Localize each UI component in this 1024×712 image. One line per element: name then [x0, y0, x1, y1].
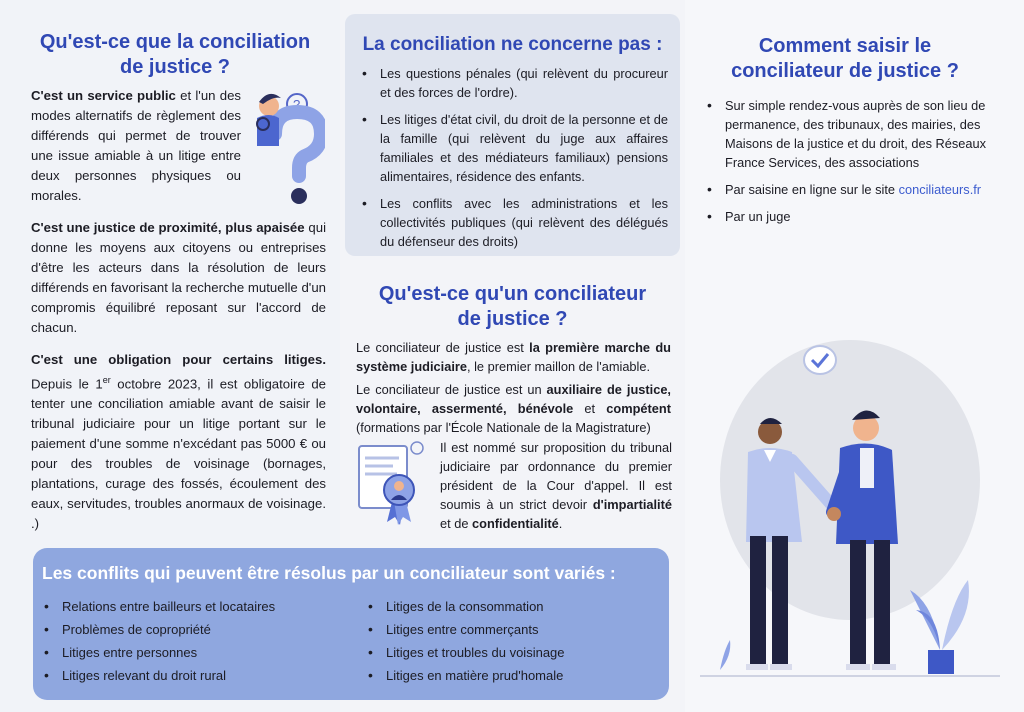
list-item: • Litiges entre personnes — [40, 641, 340, 664]
list-item: • Litiges et troubles du voisinage — [364, 641, 664, 664]
exclusion-item: • Les questions pénales (qui relèvent du procureur et des forces de l'ordre). — [358, 64, 668, 102]
left-paragraph-2: C'est une justice de proximité, plus apaisée qui donne les moyens aux citoyens ou entreprises d'être les acteurs dans la résolution de leurs différends en favorisant la recherche mutuelle d'un compromis équilibré reposant sur l'accord de chacun. — [31, 220, 326, 335]
how-to-list — [703, 96, 993, 226]
how-to-item: • Par un juge — [703, 207, 993, 226]
list-item: • Problèmes de copropriété — [40, 618, 340, 641]
conciliator-title: Qu'est-ce qu'un conciliateur de justice ? — [378, 283, 647, 330]
banner-list-left — [40, 595, 340, 687]
left-paragraph-3: C'est une obligation pour certains litiges. Depuis le 1er octobre 2023, il est obligatoire de tenter une conciliation amiable avant de saisir le tribunal judiciaire pour un litige portant sur le paiement d'une somme n'excédant pas 5000 € ou pour des troubles de voisinage (bornages, plantations, curage des fossés, écoulement des eaux, servitudes, troubles anormaux de voisinage. .) — [31, 352, 326, 532]
list-item: • Litiges relevant du droit rural — [40, 664, 340, 687]
certificate-medal-icon — [353, 440, 433, 526]
how-to-item: • Sur simple rendez-vous auprès de son lieu de permanence, des tribunaux, des mairies, des Maisons de la justice et du droit, des Réseaux France Services, des associations — [703, 96, 993, 172]
banner-title: Les conflits qui peuvent être résolus par un conciliateur sont variés : — [42, 563, 616, 583]
banner-list-right — [364, 595, 664, 687]
list-item: • Litiges de la consommation — [364, 595, 664, 618]
list-item: • Litiges en matière prud'homale — [364, 664, 664, 687]
list-item: • Relations entre bailleurs et locataires — [40, 595, 340, 618]
exclusions-list — [358, 64, 668, 251]
how-to-item: • Par saisine en ligne sur le site conciliateurs.fr — [703, 180, 993, 199]
conciliator-paragraph-1: Le conciliateur de justice est la première marche du système judiciaire, le premier maillon de l'amiable. — [356, 340, 671, 374]
exclusion-item: • Les litiges d'état civil, du droit de la personne et de la famille (qui relèvent du juge aux affaires familiales et des médiateurs familiaux) pensions alimentaires, résidence des enfants. — [358, 110, 668, 186]
left-title: Qu'est-ce que la conciliation de justice ? — [39, 31, 311, 78]
left-paragraph-1: C'est un service public et l'un des modes alternatifs de règlement des différends qui permet de trouver une issue amiable à un litige entre deux personnes physiques ou morales. — [31, 88, 241, 203]
exclusions-title: La conciliation ne concerne pas : — [362, 34, 663, 55]
list-item: • Litiges entre commerçants — [364, 618, 664, 641]
svg-text:?: ? — [293, 97, 301, 112]
conciliateurs-link[interactable]: conciliateurs.fr — [898, 182, 982, 197]
handshake-illustration — [700, 320, 1000, 700]
exclusion-item: • Les conflits avec les administrations et les collectivités publiques (qui relèvent des délégués du défenseur des droits) — [358, 194, 668, 251]
conciliator-paragraph-2: Le conciliateur de justice est un auxiliaire de justice, volontaire, assermenté, bénévole et compétent (formations par l'École Nationale de la Magistrature) — [356, 382, 671, 435]
conciliator-paragraph-3: Il est nommé sur proposition du tribunal judiciaire par ordonnance du premier président de la Cour d'appel. Il est soumis à un strict devoir d'impartialité et de confidentialité. — [440, 440, 672, 531]
question-person-icon — [245, 88, 325, 208]
how-to-title: Comment saisir le conciliateur de justice ? — [731, 35, 959, 82]
